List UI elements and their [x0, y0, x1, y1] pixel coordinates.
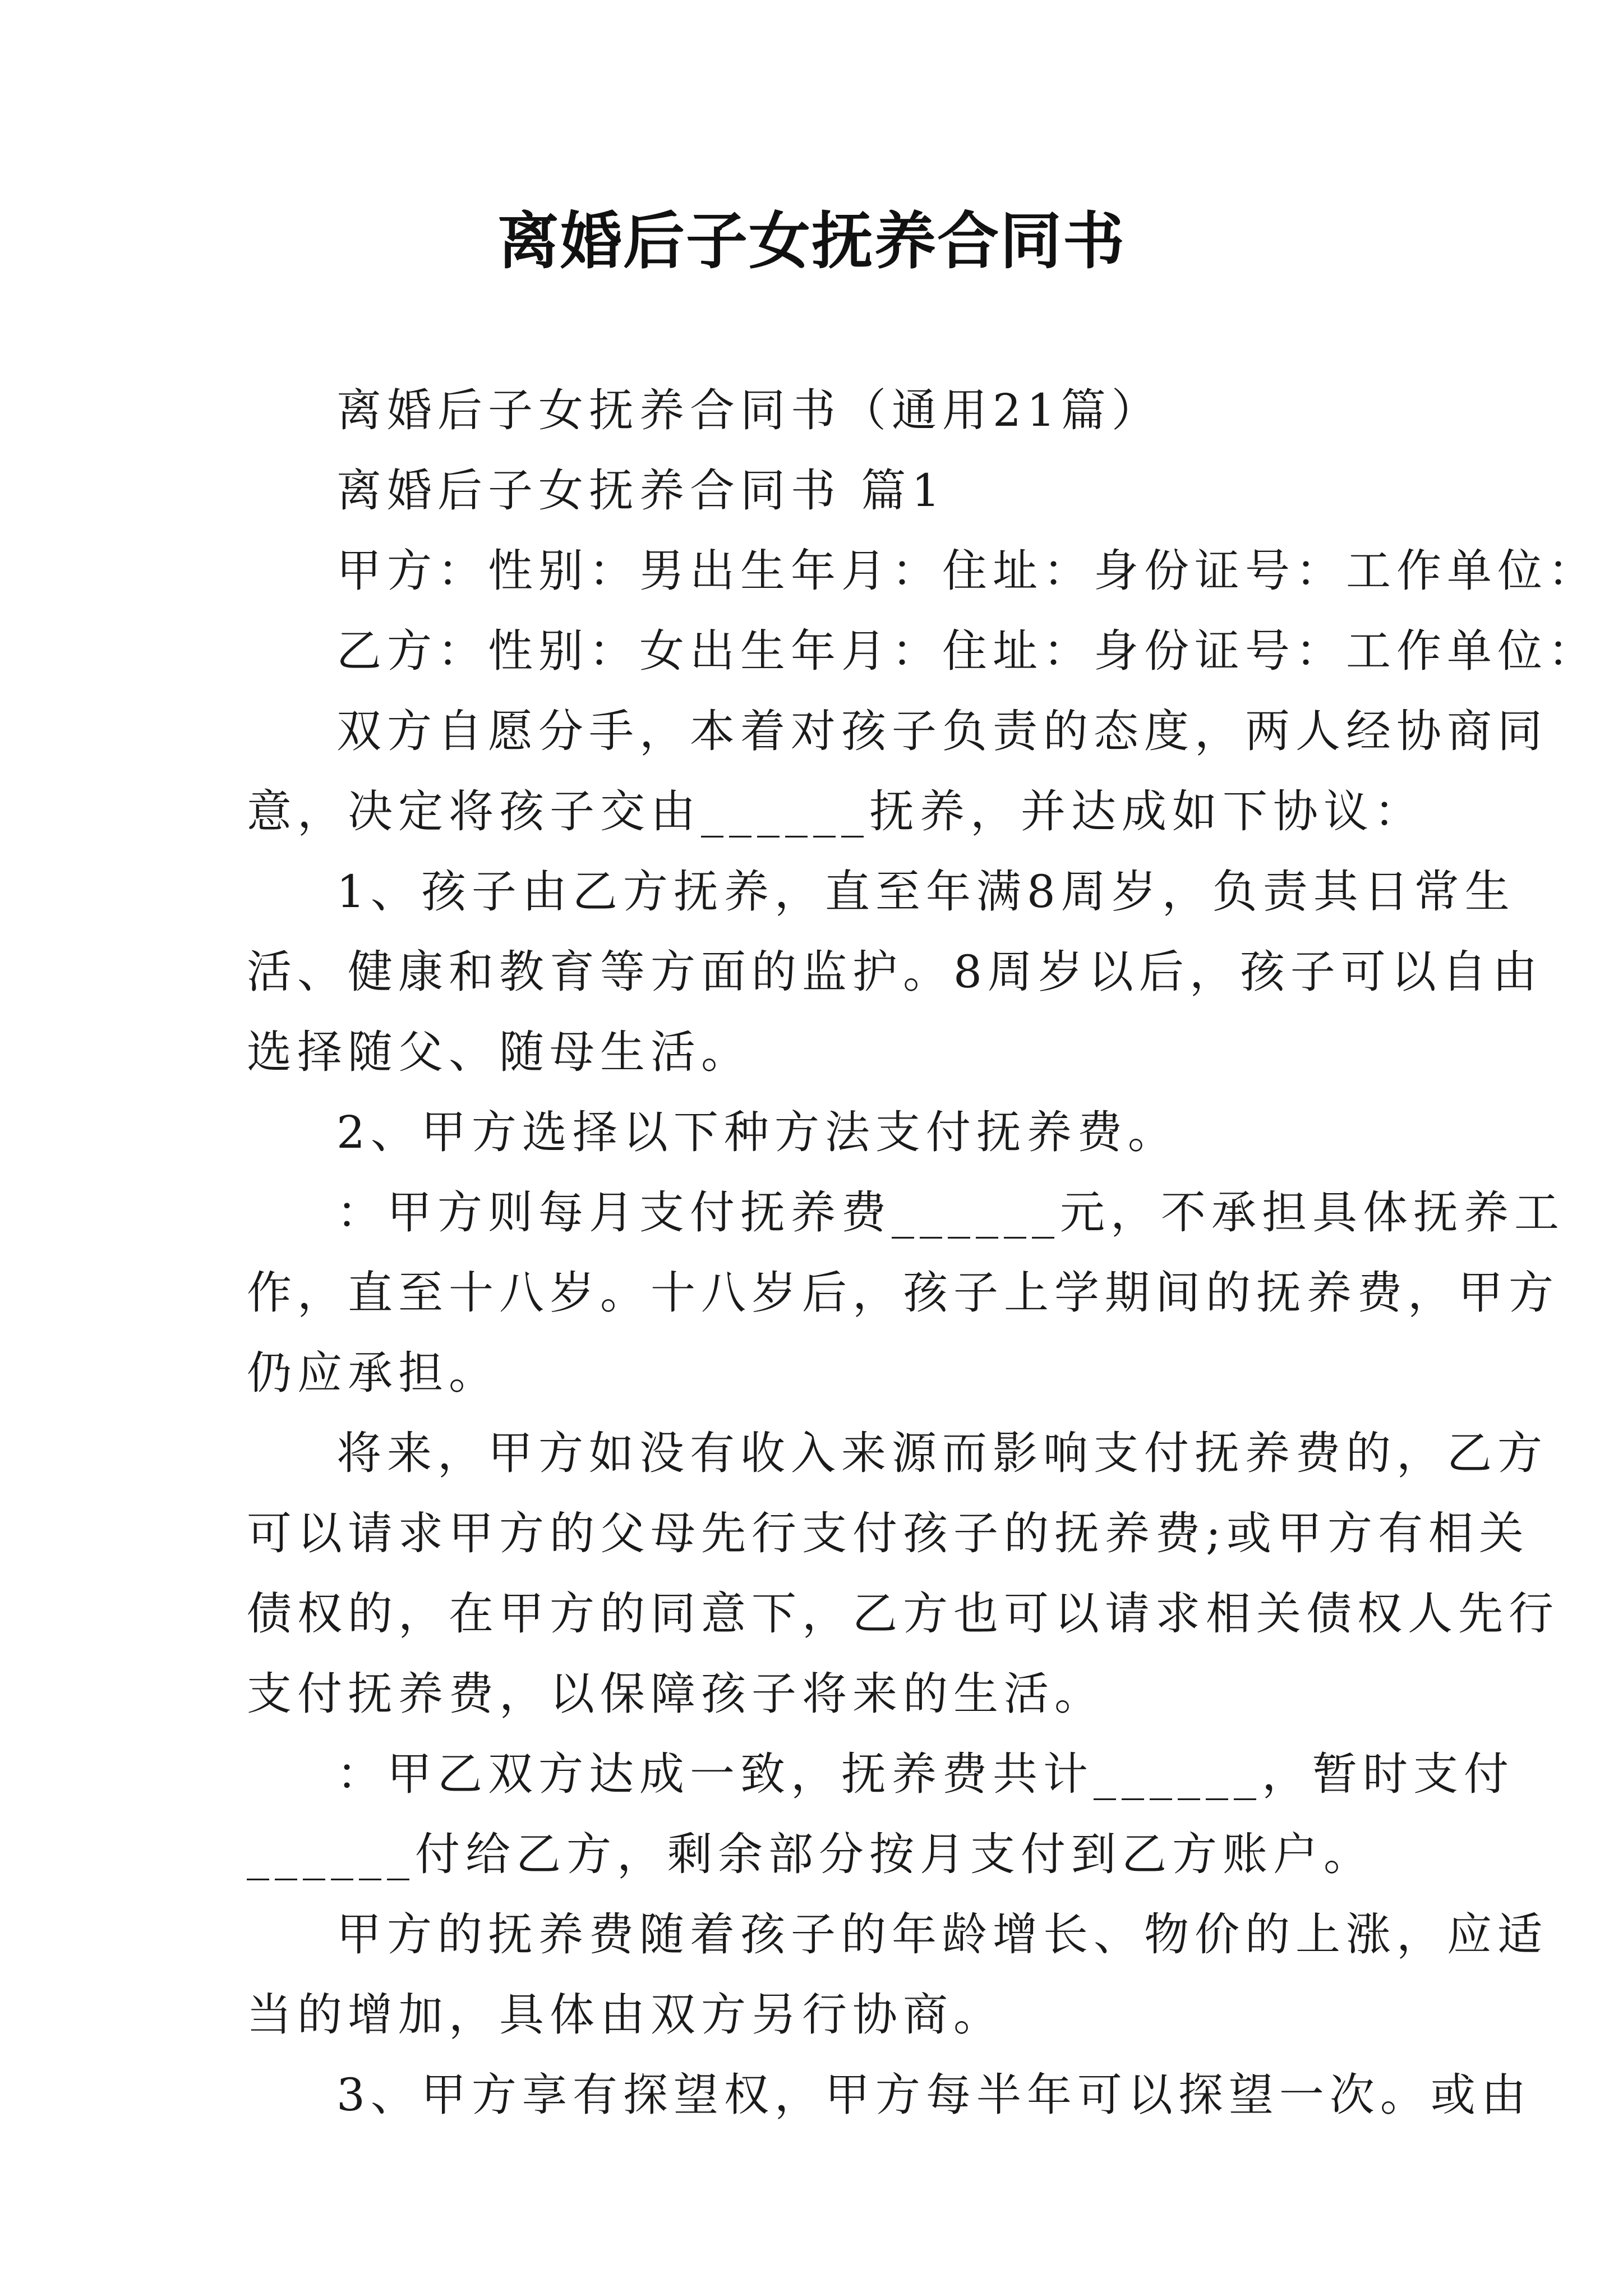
paragraph-line: 乙方：性别：女出生年月：住址：身份证号：工作单位：: [336, 625, 1598, 677]
paragraph-line: 仍应承担。: [247, 1347, 499, 1399]
paragraph-line: 离婚后子女抚养合同书 篇1: [336, 464, 946, 517]
paragraph-line: ：甲方则每月支付抚养费______元，不承担具体抚养工: [336, 1186, 1565, 1239]
paragraph-line: 甲方的抚养费随着孩子的年龄增长、物价的上涨，应适: [336, 1908, 1548, 1961]
paragraph-line: ______付给乙方，剩余部分按月支付到乙方账户。: [247, 1828, 1374, 1880]
adjustment-paragraph: [247, 1894, 1548, 2055]
paragraph-line: 支付抚养费，以保障孩子将来的生活。: [247, 1668, 1105, 1720]
paragraph-line: 作，直至十八岁。十八岁后，孩子上学期间的抚养费，甲方: [247, 1267, 1559, 1319]
document-body: [247, 370, 1598, 2135]
clause-1-paragraph: [247, 852, 1543, 1092]
future-support-paragraph: [247, 1413, 1559, 1734]
lump-sum-paragraph: [247, 1734, 1514, 1894]
monthly-payment-paragraph: [247, 1172, 1565, 1413]
document-title: 离婚后子女抚养合同书: [497, 205, 1126, 277]
clause-2-paragraph: [247, 1092, 1380, 1172]
paragraph-line: ：甲乙双方达成一致，抚养费共计______，暂时支付: [336, 1748, 1514, 1800]
paragraph-line: 3、甲方享有探望权，甲方每半年可以探望一次。或由: [336, 2069, 1532, 2121]
paragraph-line: 离婚后子女抚养合同书（通用21篇）: [336, 384, 1162, 436]
paragraph-line: 当的增加，具体由双方另行协商。: [247, 1989, 1004, 2041]
paragraph-line: 活、健康和教育等方面的监护。8周岁以后，孩子可以自由: [247, 946, 1543, 998]
party-b-info: [247, 611, 1598, 691]
paragraph-line: 双方自愿分手，本着对孩子负责的态度，两人经协商同: [336, 705, 1548, 757]
paragraph-line: 可以请求甲方的父母先行支付孩子的抚养费;或甲方有相关: [247, 1507, 1529, 1559]
paragraph-line: 将来，甲方如没有收入来源而影响支付抚养费的，乙方: [336, 1427, 1548, 1479]
paragraph-line: 选择随父、随母生活。: [247, 1026, 751, 1078]
paragraph-line: 1、孩子由乙方抚养，直至年满8周岁，负责其日常生: [336, 866, 1515, 918]
party-a-info: [247, 531, 1598, 611]
subtitle-paragraph: [247, 370, 1380, 450]
paragraph-line: 债权的，在甲方的同意下，乙方也可以请求相关债权人先行: [247, 1588, 1559, 1640]
paragraph-line: 甲方：性别：男出生年月：住址：身份证号：工作单位：: [336, 545, 1598, 597]
clause-3-paragraph: [247, 2055, 1532, 2135]
paragraph-line: 2、甲方选择以下种方法支付抚养费。: [336, 1106, 1178, 1158]
section-heading: [247, 450, 1380, 531]
agreement-intro-paragraph: [247, 691, 1548, 852]
paragraph-line: 意，决定将孩子交由______抚养，并达成如下协议：: [247, 785, 1424, 838]
